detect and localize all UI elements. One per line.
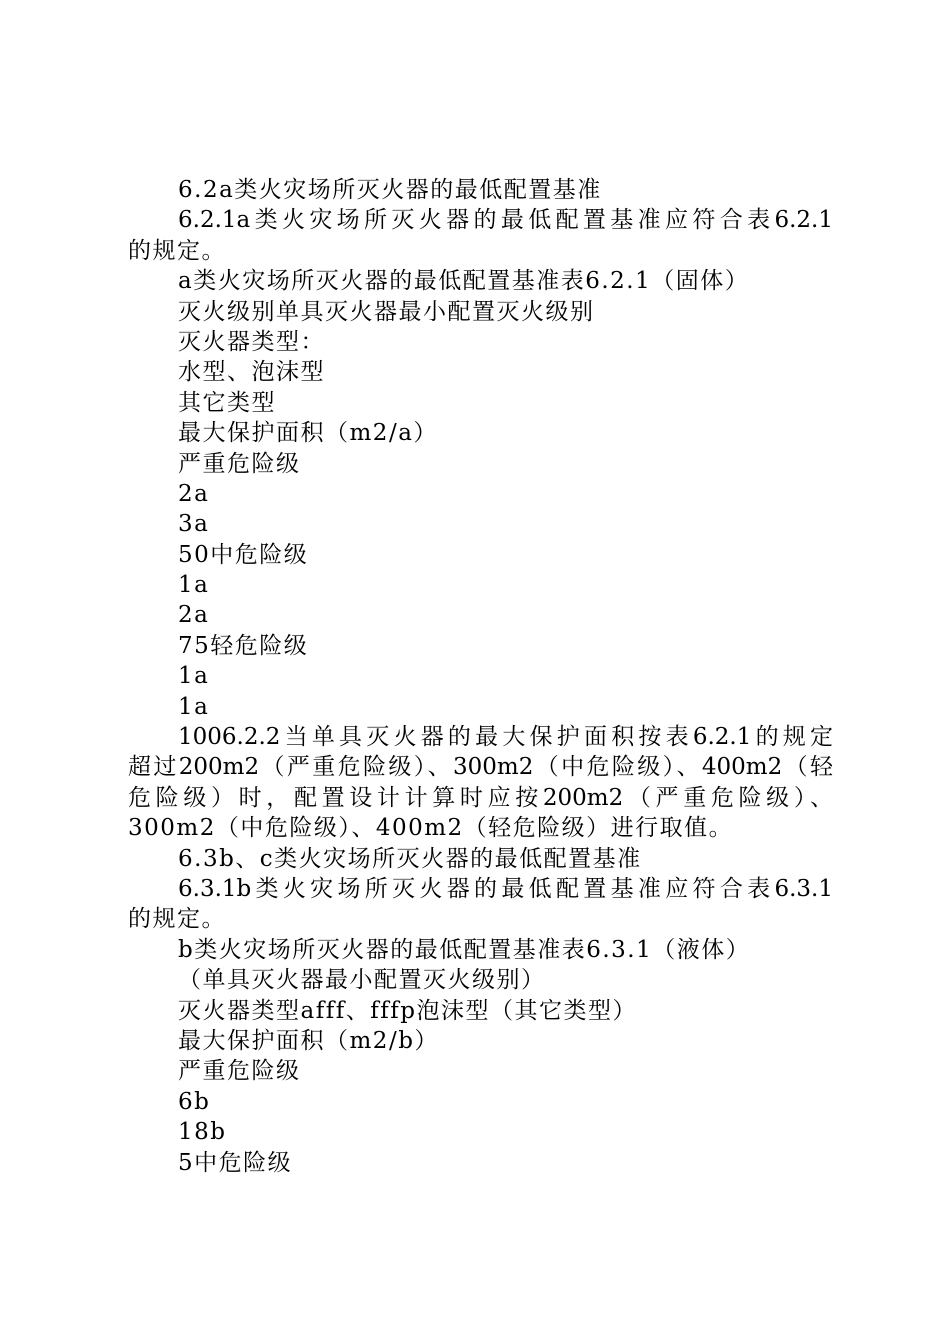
table-text-line: 2a: [178, 602, 210, 629]
paragraph-line: 300m2（中危险级）、400m2（轻危险级）进行取值。: [128, 815, 734, 842]
table-text-line: 1a: [178, 693, 210, 720]
table-text-line: 6b: [178, 1088, 211, 1115]
paragraph-line: 危险级）时，配置设计计算时应按200m2（严重危险级）、: [128, 784, 833, 811]
table-text-line: 灭火器类型afff、fffp泡沫型（其它类型）: [178, 997, 638, 1024]
section-heading-6-3: 6.3b、c类火灾场所灭火器的最低配置基准: [178, 845, 642, 872]
table-text-line: 5中危险级: [178, 1149, 293, 1176]
paragraph-line: 1006.2.2当单具灭火器的最大保护面积按表6.2.1的规定: [178, 724, 833, 751]
section-heading-6-2: 6.2a类火灾场所灭火器的最低配置基准: [178, 177, 602, 203]
paragraph-line: 超过200m2（严重危险级）、300m2（中危险级）、400m2（轻: [128, 754, 833, 781]
table-text-line: 18b: [178, 1119, 227, 1146]
paragraph-line: 6.3.1b类火灾场所灭火器的最低配置基准应符合表6.3.1: [178, 875, 833, 902]
table-text-line: 1a: [178, 572, 210, 599]
paragraph-line: 的规定。: [128, 237, 226, 264]
table-text-line: 灭火器类型：: [178, 328, 325, 355]
table-caption-6-3-1: b类火灾场所灭火器的最低配置基准表6.3.1（液体）: [178, 936, 751, 963]
table-text-line: 2a: [178, 480, 210, 507]
paragraph-line: 的规定。: [128, 906, 226, 933]
table-text-line: 最大保护面积（m2/a）: [178, 420, 438, 447]
table-text-line: 50中危险级: [178, 541, 309, 568]
table-text-line: 1a: [178, 663, 210, 690]
table-text-line: 严重危险级: [178, 1058, 301, 1085]
table-text-line: 严重危险级: [178, 450, 301, 477]
table-text-line: 3a: [178, 511, 210, 538]
document-body: [128, 175, 833, 1178]
table-text-line: 灭火级别单具灭火器最小配置灭火级别: [178, 298, 595, 325]
table-text-line: 75轻危险级: [178, 632, 309, 659]
table-text-line: （单具灭火器最小配置灭火级别）: [178, 967, 546, 994]
paragraph-line: 6.2.1a类火灾场所灭火器的最低配置基准应符合表6.2.1: [178, 207, 833, 234]
table-text-line: 其它类型: [178, 389, 276, 416]
table-text-line: 水型、泡沫型: [178, 359, 325, 386]
table-caption-6-2-1: a类火灾场所灭火器的最低配置基准表6.2.1（固体）: [178, 268, 750, 295]
table-text-line: 最大保护面积（m2/b）: [178, 1027, 439, 1054]
